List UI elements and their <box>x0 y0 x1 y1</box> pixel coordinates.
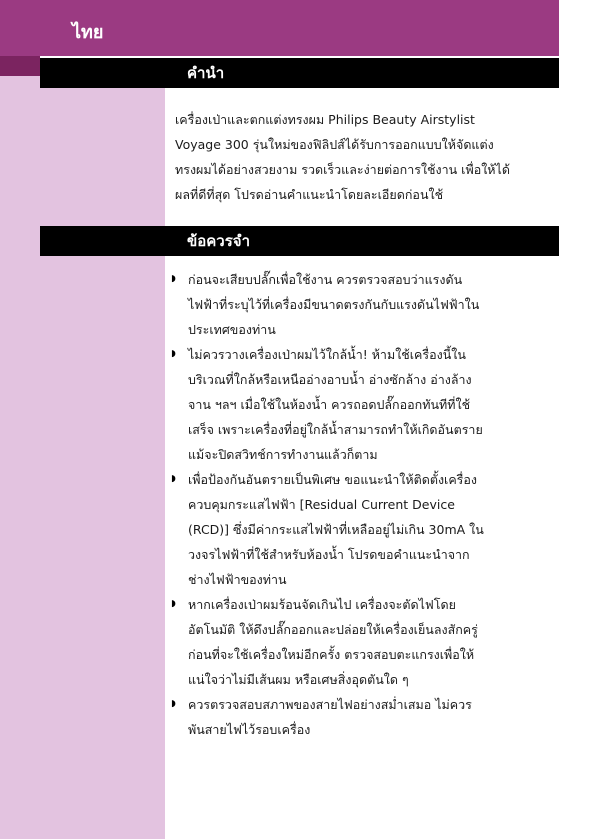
bullet-icon: ◗ <box>171 274 176 284</box>
list-item-line: (RCD)] ซึ่งมีค่ากระแสไฟฟ้าที่เหลืออยู่ไม่เกิน 30mA ใน <box>188 522 484 537</box>
bullet-icon: ◗ <box>171 599 176 609</box>
list-item-line: แน่ใจว่าไม่มีเส้นผม หรือเศษสิ่งอุดตันใด ๆ <box>188 672 409 687</box>
intro-line: ผลที่ดีที่สุด โปรดอ่านคำแนะนำโดยละเอียดก่อนใช้ <box>175 187 444 202</box>
bullet-icon: ◗ <box>171 474 176 484</box>
language-tab: ไทย <box>72 22 104 43</box>
list-item-line: หากเครื่องเป่าผมร้อนจัดเกินไป เครื่องจะตัดไฟโดย <box>188 597 456 612</box>
bullet-icon: ◗ <box>171 699 176 709</box>
list-item <box>171 467 561 592</box>
left-margin-panel <box>0 76 165 839</box>
list-item-line: ควบคุมกระแสไฟฟ้า [Residual Current Device <box>188 497 455 512</box>
section-header-intro <box>40 58 559 88</box>
list-item <box>171 692 561 742</box>
list-item-line: เสร็จ เพราะเครื่องที่อยู่ใกล้น้ำสามารถทำให้เกิดอันตราย <box>188 422 483 437</box>
list-item-line: ช่างไฟฟ้าของท่าน <box>188 572 287 587</box>
list-item-line: วงจรไฟฟ้าที่ใช้สำหรับห้องน้ำ โปรดขอคำแนะนำจาก <box>188 547 470 562</box>
list-item-line: ไฟฟ้าที่ระบุไว้ที่เครื่องมีขนาดตรงกันกับแรงดันไฟฟ้าใน <box>188 297 480 312</box>
list-item-line: อัตโนมัติ ให้ดึงปลั๊กออกและปล่อยให้เครื่องเย็นลงสักครู่ <box>188 622 478 637</box>
list-item <box>171 267 561 342</box>
intro-paragraph <box>175 107 557 207</box>
list-item-line: บริเวณที่ใกล้หรือเหนืออ่างอาบน้ำ อ่างซักล้าง อ่างล้าง <box>188 372 472 387</box>
list-item <box>171 342 561 467</box>
list-item-line: พันสายไฟไว้รอบเครื่อง <box>188 722 311 737</box>
list-item-line: ก่อนจะเสียบปลั๊กเพื่อใช้งาน ควรตรวจสอบว่าแรงดัน <box>188 272 463 287</box>
list-item-line: ประเทศของท่าน <box>188 322 276 337</box>
section-title-intro: คำนำ <box>187 64 225 82</box>
list-item-line: ควรตรวจสอบสภาพของสายไฟอย่างสม่ำเสมอ ไม่ควร <box>188 697 472 712</box>
list-item-line: แม้จะปิดสวิทช์การทำงานแล้วก็ตาม <box>188 447 378 462</box>
list-item <box>171 592 561 692</box>
section-title-important: ข้อควรจำ <box>187 232 250 250</box>
important-list <box>171 267 561 742</box>
list-item-line: ก่อนที่จะใช้เครื่องใหม่อีกครั้ง ตรวจสอบตะแกรงเพื่อให้ <box>188 647 475 662</box>
list-item-line: ไม่ควรวางเครื่องเป่าผมไว้ใกล้น้ำ! ห้ามใช้เครื่องนี้ใน <box>188 347 466 362</box>
header-accent <box>0 56 40 76</box>
intro-line: ทรงผมได้อย่างสวยงาม รวดเร็วและง่ายต่อการใช้งาน เพื่อให้ได้ <box>175 162 510 177</box>
list-item-line: เพื่อป้องกันอันตรายเป็นพิเศษ ขอแนะนำให้ติดตั้งเครื่อง <box>188 472 478 487</box>
intro-line: เครื่องเป่าและตกแต่งทรงผม Philips Beauty Airstylist <box>175 112 475 127</box>
bullet-icon: ◗ <box>171 349 176 359</box>
section-header-important <box>40 226 559 256</box>
list-item-line: จาน ฯลฯ เมื่อใช้ในห้องน้ำ ควรถอดปลั๊กออกทันทีที่ใช้ <box>188 397 471 412</box>
intro-line: Voyage 300 รุ่นใหม่ของฟิลิปส์ได้รับการออกแบบให้จัดแต่ง <box>175 137 494 152</box>
